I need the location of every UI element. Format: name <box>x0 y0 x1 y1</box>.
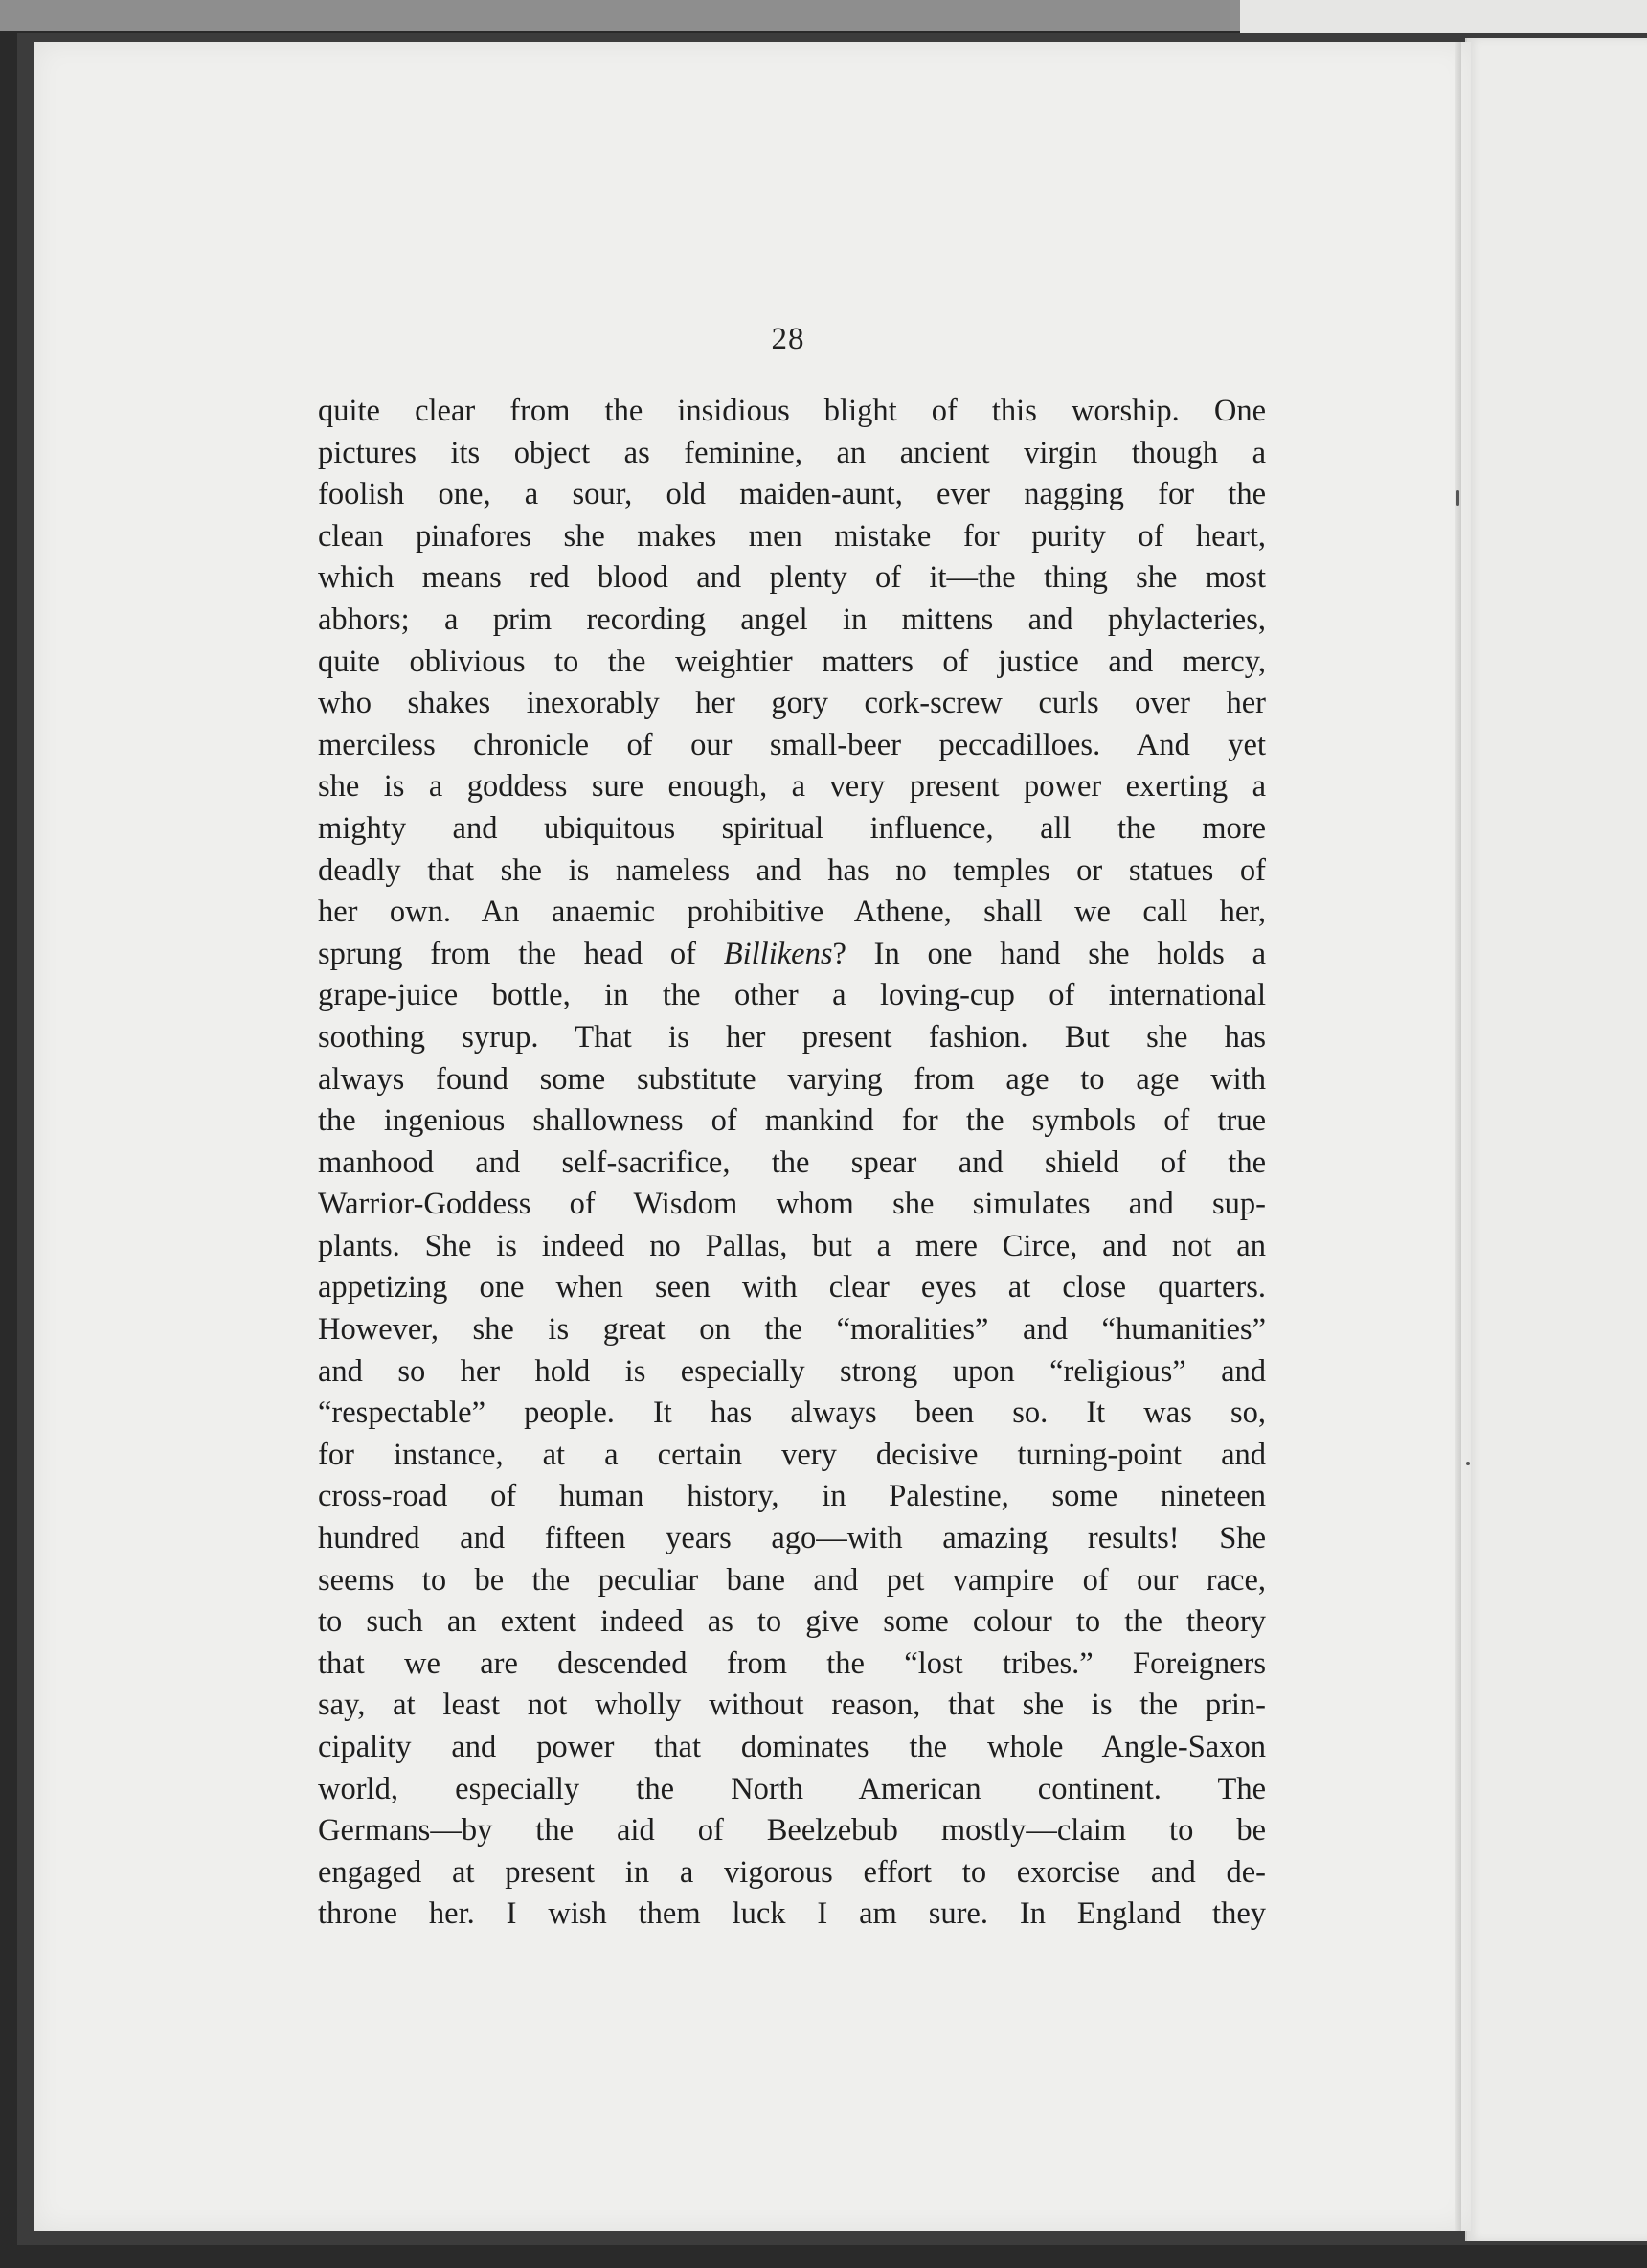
text-line: the ingenious shallowness of mankind for the symbols of true <box>318 1103 1266 1139</box>
text-line <box>318 934 1266 976</box>
text-line: appetizing one when seen with clear eyes at close quarters. <box>318 1270 1266 1305</box>
text-line: quite clear from the insidious blight of this worship. One <box>318 394 1266 428</box>
page-gutter <box>1455 42 1461 2231</box>
text-line: which means red blood and plenty of it—the thing she most <box>318 560 1266 596</box>
text-line: foolish one, a sour, old maiden-aunt, ever nagging for the <box>318 477 1266 512</box>
scan-top-edge <box>0 0 1250 31</box>
text-line: say, at least not wholly without reason, that she is the prin- <box>318 1688 1266 1723</box>
text-line: Warrior-Goddess of Wisdom whom she simulates and sup- <box>318 1187 1266 1222</box>
text-line: cross-road of human history, in Palestine, some nineteen <box>318 1479 1266 1514</box>
scan-top-edge-right <box>1240 0 1647 36</box>
text-line: pictures its object as feminine, an ancient virgin though a <box>318 435 1266 470</box>
text-line: cipality and power that dominates the whole Angle-Saxon <box>318 1730 1266 1764</box>
text-line: hundred and fifteen years ago—with amazing results! She <box>318 1521 1266 1556</box>
text-line: soothing syrup. That is her present fashion. But she has <box>318 1019 1266 1055</box>
text-line-segment: sprung from the head of <box>318 936 724 971</box>
page-body-text <box>318 391 1266 1936</box>
text-line: abhors; a prim recording angel in mittens and phylacteries, <box>318 601 1266 637</box>
text-line: throne her. I wish them luck I am sure. In England they <box>318 1896 1266 1932</box>
text-line: plants. She is indeed no Pallas, but a mere Circe, and not an <box>318 1228 1266 1263</box>
facing-page-edge <box>1465 38 1647 2241</box>
text-line: However, she is great on the “moralities” and “humanities” <box>318 1312 1266 1348</box>
margin-speck <box>1456 490 1459 506</box>
text-line: who shakes inexorably her gory cork-screw curls over her <box>318 686 1266 721</box>
text-line: she is a goddess sure enough, a very present power exerting a <box>318 769 1266 805</box>
text-line: to such an extent indeed as to give some colour to the theory <box>318 1604 1266 1640</box>
text-line: mighty and ubiquitous spiritual influence, all the more <box>318 810 1266 846</box>
text-line: that we are descended from the “lost tribes.” Foreigners <box>318 1645 1266 1681</box>
text-line: and so her hold is especially strong upon “religious” and <box>318 1353 1266 1389</box>
text-line: world, especially the North American continent. The <box>318 1771 1266 1806</box>
text-line: quite oblivious to the weightier matters of justice and mercy, <box>318 644 1266 679</box>
text-line: Germans—by the aid of Beelzebub mostly—claim to be <box>318 1813 1266 1848</box>
text-line: engaged at present in a vigorous effort to exorcise and de- <box>318 1854 1266 1890</box>
text-line: manhood and self-sacrifice, the spear and shield of the <box>318 1145 1266 1180</box>
text-line: her own. An anaemic prohibitive Athene, shall we call her, <box>318 895 1266 930</box>
italic-title: Billikens <box>723 936 833 971</box>
text-line: “respectable” people. It has always been so. It was so, <box>318 1395 1266 1431</box>
text-line: clean pinafores she makes men mistake for purity of heart, <box>318 518 1266 554</box>
text-line: for instance, at a certain very decisive turning-point and <box>318 1437 1266 1472</box>
text-line: always found some substitute varying from age to age with <box>318 1061 1266 1097</box>
text-line-segment: ? In one hand she holds a <box>832 936 1266 971</box>
text-line: grape-juice bottle, in the other a loving-cup of international <box>318 978 1266 1013</box>
page-number: 28 <box>771 322 805 356</box>
text-line: seems to be the peculiar bane and pet vampire of our race, <box>318 1562 1266 1598</box>
text-line: merciless chronicle of our small-beer peccadilloes. And yet <box>318 727 1266 762</box>
margin-speck <box>1466 1462 1470 1465</box>
text-line: deadly that she is nameless and has no temples or statues of <box>318 852 1266 888</box>
